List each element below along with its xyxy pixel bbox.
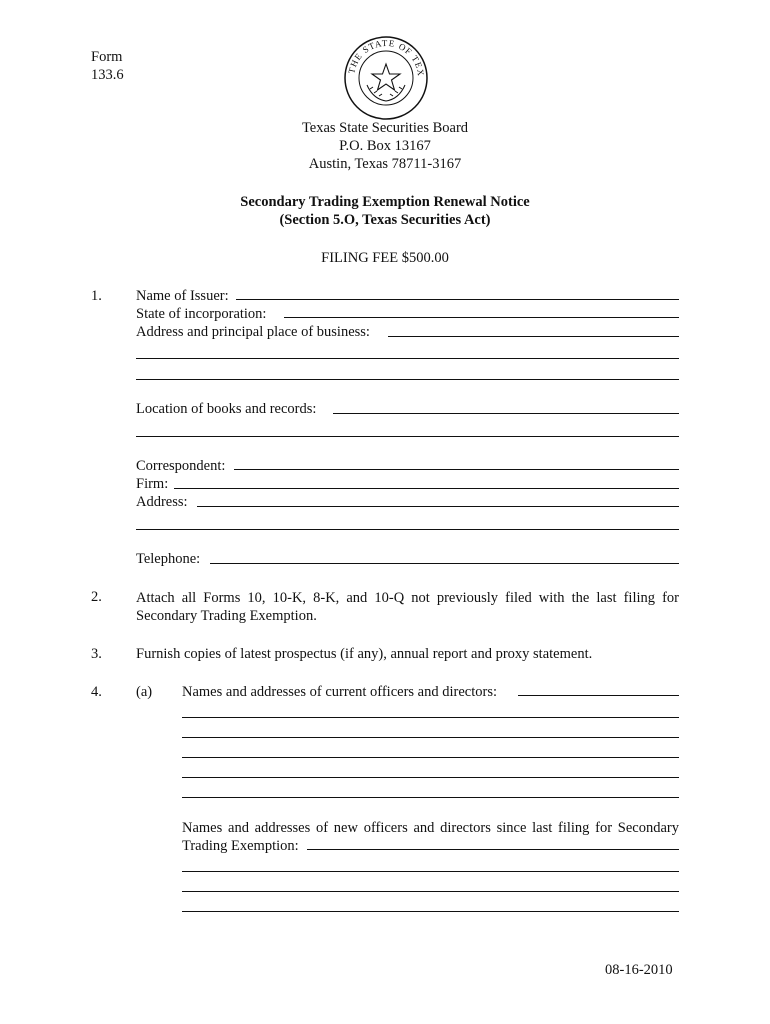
new-officers-text-line-2: Trading Exemption: (182, 838, 299, 854)
seal-icon (343, 35, 429, 121)
texas-state-seal (343, 35, 429, 121)
current-officers-field[interactable] (518, 695, 679, 696)
current-officers-field-line-6[interactable] (182, 797, 679, 798)
form-label: Form (91, 49, 123, 65)
name-of-issuer-label: Name of Issuer: (136, 288, 229, 304)
current-officers-field-line-3[interactable] (182, 737, 679, 738)
correspondent-field[interactable] (234, 469, 679, 470)
item-3-number: 3. (91, 646, 102, 662)
firm-label: Firm: (136, 476, 169, 492)
address-principal-label: Address and principal place of business: (136, 324, 370, 340)
item-3-text: Furnish copies of latest prospectus (if any), annual report and proxy statement. (136, 646, 593, 662)
new-officers-field-line-2[interactable] (182, 871, 679, 872)
item-4a-label: (a) (136, 684, 153, 700)
filing-fee: FILING FEE $500.00 (321, 250, 449, 266)
address-principal-field-line-3[interactable] (136, 379, 679, 380)
current-officers-field-line-5[interactable] (182, 777, 679, 778)
form-subtitle: (Section 5.O, Texas Securities Act) (279, 212, 491, 228)
firm-field[interactable] (174, 488, 679, 489)
item-2-number: 2. (91, 589, 102, 605)
current-officers-field-line-4[interactable] (182, 757, 679, 758)
current-officers-label: Names and addresses of current officers and directors: (182, 684, 497, 700)
revision-date: 08-16-2010 (605, 962, 673, 978)
new-officers-text-line-1: Names and addresses of new officers and directors since last filing for Secondary (182, 820, 679, 836)
state-of-incorporation-label: State of incorporation: (136, 306, 267, 322)
telephone-label: Telephone: (136, 551, 201, 567)
board-name: Texas State Securities Board (301, 120, 469, 136)
city-address: Austin, Texas 78711-3167 (308, 156, 462, 172)
address-principal-field[interactable] (388, 336, 679, 337)
new-officers-field-line-3[interactable] (182, 891, 679, 892)
address-label: Address: (136, 494, 188, 510)
form-title: Secondary Trading Exemption Renewal Notice (240, 194, 530, 210)
form-number: 133.6 (91, 67, 124, 83)
telephone-field[interactable] (210, 563, 679, 564)
location-books-label: Location of books and records: (136, 401, 317, 417)
name-of-issuer-field[interactable] (236, 299, 679, 300)
correspondent-label: Correspondent: (136, 458, 226, 474)
address-field[interactable] (197, 506, 679, 507)
state-of-incorporation-field[interactable] (284, 317, 679, 318)
current-officers-field-line-2[interactable] (182, 717, 679, 718)
svg-text:THE STATE OF TEXAS: THE STATE OF TEX (346, 37, 427, 78)
po-box: P.O. Box 13167 (339, 138, 431, 154)
new-officers-field[interactable] (307, 849, 679, 850)
item-4-number: 4. (91, 684, 102, 700)
address-field-line-2[interactable] (136, 529, 679, 530)
location-books-field-line-2[interactable] (136, 436, 679, 437)
address-principal-field-line-2[interactable] (136, 358, 679, 359)
new-officers-field-line-4[interactable] (182, 911, 679, 912)
location-books-field[interactable] (333, 413, 679, 414)
item-2-text-line-2: Secondary Trading Exemption. (136, 608, 317, 624)
item-1-number: 1. (91, 288, 102, 304)
item-2-text-line-1: Attach all Forms 10, 10-K, 8-K, and 10-Q not previously filed with the last filing for (136, 590, 679, 606)
